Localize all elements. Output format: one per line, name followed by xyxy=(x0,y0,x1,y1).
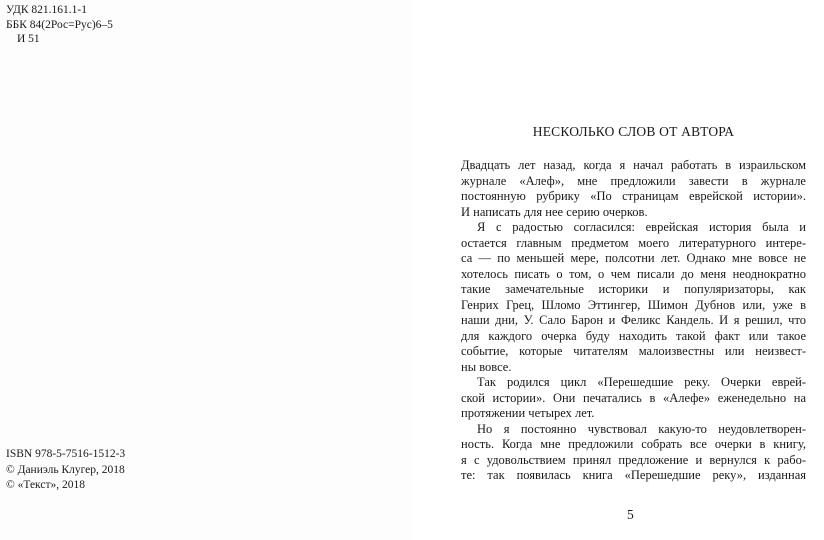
text-line: Но я постоянно чувствовал какую-то неудовлетворен- xyxy=(477,421,806,436)
text-line: протяжении четырех лет. xyxy=(461,406,595,420)
text-line: хотелось писать о том, о чем писали до меня неоднократно xyxy=(461,266,806,281)
text-line: ской истории». Они печатались в «Алефе» еженедельно на xyxy=(461,390,806,405)
copyright-block xyxy=(6,447,125,494)
text-line: Я с радостью согласился: еврейская история была и xyxy=(477,220,806,234)
body-text xyxy=(461,158,806,484)
text-line: Так родился цикл «Перешедшие реку. Очерки еврей- xyxy=(477,375,806,389)
text-line: событие, которые читателям малоизвестны или неизвест- xyxy=(461,344,806,358)
author-mark: И 51 xyxy=(17,33,40,45)
text-line: ность. Когда мне предложили собрать все очерки в книгу, xyxy=(461,437,806,451)
text-line: ны вовсе. xyxy=(461,359,512,374)
text-line: те: так появилась книга «Перешедшие реку», изданная xyxy=(461,468,806,482)
page-number: 5 xyxy=(627,507,634,522)
text-line: наши дни, У. Сало Барон и Феликс Кандель. И я решил, что xyxy=(461,313,806,327)
text-line: Двадцать лет назад, когда я начал работать в израильском xyxy=(461,158,806,172)
text-line: И написать для нее серию очерков. xyxy=(461,204,648,219)
text-line: постоянную рубрику «По страницам еврейской истории». xyxy=(461,189,806,203)
bbk-code: ББК 84(2Рос=Рус)6–5 xyxy=(6,18,113,31)
text-line: такие замечательные историки и популяризаторы, как xyxy=(461,282,806,296)
isbn: ISBN 978-5-7516-1512-3 xyxy=(6,448,126,460)
udk-code: УДК 821.161.1-1 xyxy=(6,4,87,16)
text-line: остается главным предметом моего литературного интере- xyxy=(461,235,806,250)
bibliographic-codes xyxy=(6,3,113,47)
text-line: для каждого очерка буду находить такой факт или такое xyxy=(461,328,806,343)
copyright-author: © Даниэль Клугер, 2018 xyxy=(6,463,125,476)
copyright-publisher: © «Текст», 2018 xyxy=(6,479,85,491)
text-line: са — по меньшей мере, полсотни лет. Однако мне вовсе не xyxy=(461,251,806,265)
chapter-title: НЕСКОЛЬКО СЛОВ ОТ АВТОРА xyxy=(532,124,735,139)
text-line: журнале «Алеф», мне предложили завести в журнале xyxy=(461,173,806,188)
text-line: Генрих Грец, Шломо Эттингер, Шимон Дубнов или, уже в xyxy=(461,297,806,312)
text-line: я с удовольствием принял предложение и вернулся к рабо- xyxy=(461,452,806,467)
